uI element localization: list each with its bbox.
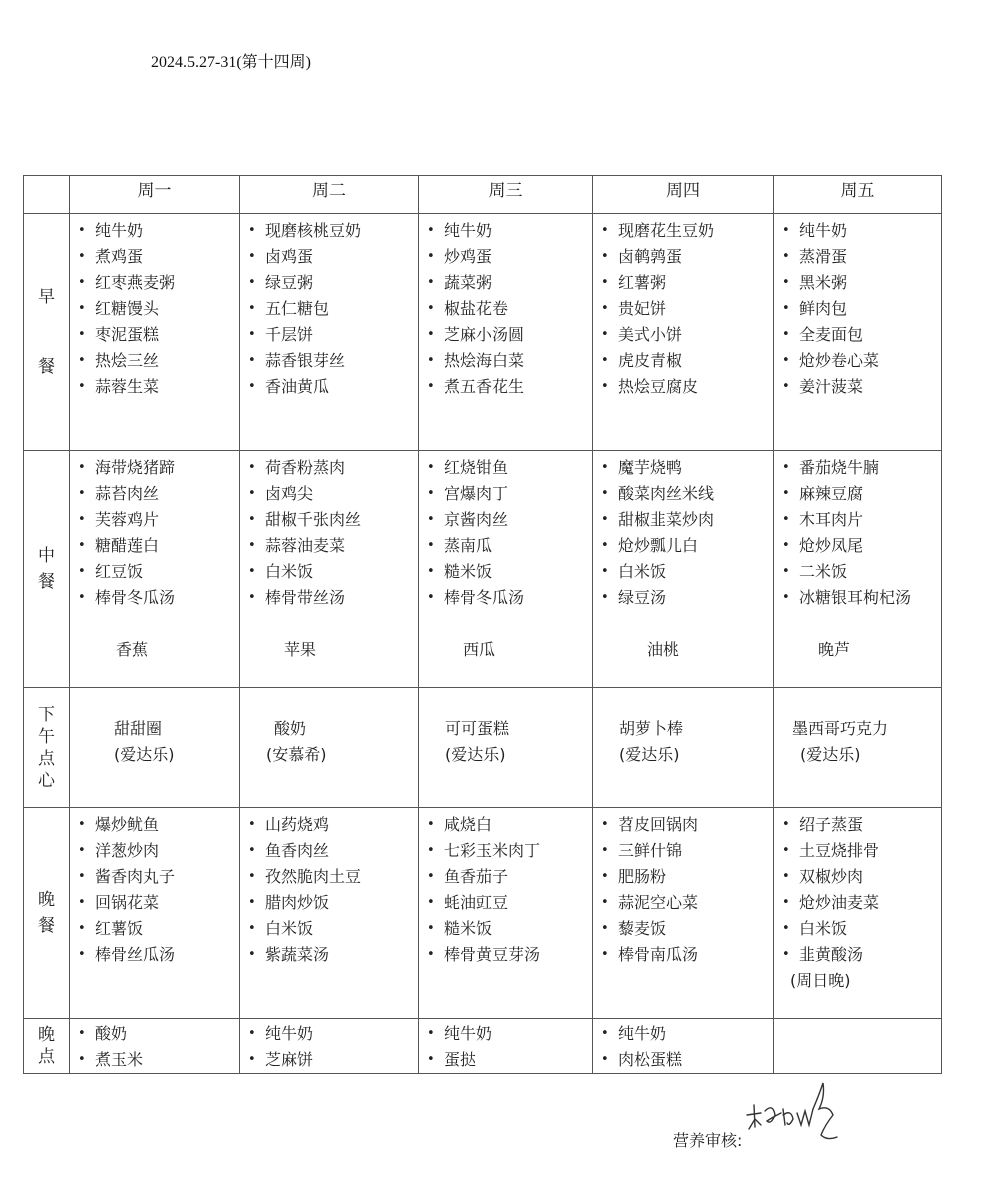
breakfast-row (24, 214, 942, 451)
menu-item: • 甜椒韭菜炒肉 (601, 507, 773, 533)
menu-item: • 炝炒凤尾 (782, 533, 941, 559)
menu-date-range: 2024.5.27-31(第十四周) (151, 54, 311, 71)
lunch-fruit: 油桃 (647, 640, 680, 659)
menu-item: • 洋葱炒肉 (78, 838, 239, 864)
snack-cell-wed (419, 688, 593, 808)
review-label: 营养审核: (673, 1131, 743, 1150)
menu-item: • 山药烧鸡 (248, 812, 418, 838)
menu-item: • 纯牛奶 (78, 218, 239, 244)
menu-item: • 肉松蛋糕 (601, 1047, 773, 1073)
menu-item: • 藜麦饭 (601, 916, 773, 942)
corner-cell (24, 176, 70, 214)
menu-item: • 七彩玉米肉丁 (427, 838, 592, 864)
snack-cell-mon (70, 688, 240, 808)
menu-item: • 番茄烧牛腩 (782, 455, 941, 481)
menu-item: • 海带烧猪蹄 (78, 455, 239, 481)
night-snack-label: 晚 点 (24, 1019, 70, 1074)
menu-item: • 糙米饭 (427, 916, 592, 942)
menu-item: • 红薯粥 (601, 270, 773, 296)
menu-item: • 黑米粥 (782, 270, 941, 296)
menu-item: • 紫蔬菜汤 (248, 942, 418, 968)
menu-item: • 绍子蒸蛋 (782, 812, 941, 838)
menu-item: • 纯牛奶 (248, 1021, 418, 1047)
menu-item: • 炝炒卷心菜 (782, 348, 941, 374)
night-snack-cell-wed (419, 1019, 593, 1074)
menu-item: • 卤鸡尖 (248, 481, 418, 507)
menu-item: • 双椒炒肉 (782, 864, 941, 890)
snack-brand: (爱达乐) (800, 745, 861, 764)
day-header-fri: 周五 (774, 176, 942, 214)
review-signature-area (673, 1075, 873, 1155)
day-header-thu: 周四 (593, 176, 774, 214)
snack-cell-thu (593, 688, 774, 808)
lunch-cell-thu (593, 451, 774, 688)
lunch-fruit: 苹果 (284, 640, 317, 659)
menu-item: • 绿豆粥 (248, 270, 418, 296)
menu-item: • 热烩三丝 (78, 348, 239, 374)
menu-item: • 蒜泥空心菜 (601, 890, 773, 916)
snack-brand: (爱达乐) (114, 745, 175, 764)
menu-item: • 酸菜肉丝米线 (601, 481, 773, 507)
dinner-friday-note: (周日晚) (790, 971, 851, 990)
night-snack-cell-thu (593, 1019, 774, 1074)
menu-item: • 蒸滑蛋 (782, 244, 941, 270)
menu-item: • 香油黄瓜 (248, 374, 418, 400)
menu-item: • 糙米饭 (427, 559, 592, 585)
menu-item: • 棒骨南瓜汤 (601, 942, 773, 968)
menu-item: • 爆炒鱿鱼 (78, 812, 239, 838)
lunch-cell-wed (419, 451, 593, 688)
menu-item: • 煮五香花生 (427, 374, 592, 400)
snack-brand: (安慕希) (266, 745, 327, 764)
lunch-fruit: 西瓜 (463, 640, 496, 659)
menu-item: • 卤鸡蛋 (248, 244, 418, 270)
menu-item: • 蔬菜粥 (427, 270, 592, 296)
lunch-row (24, 451, 942, 688)
menu-item: • 糖醋莲白 (78, 533, 239, 559)
menu-item: • 芝麻饼 (248, 1047, 418, 1073)
menu-item: • 蒜香银芽丝 (248, 348, 418, 374)
menu-item: • 红薯饭 (78, 916, 239, 942)
night-snack-cell-mon (70, 1019, 240, 1074)
dinner-label: 晚 餐 (24, 808, 70, 1019)
menu-item: • 韭黄酸汤 (782, 942, 941, 968)
menu-item: • 宫爆肉丁 (427, 481, 592, 507)
lunch-label: 中 餐 (24, 451, 70, 688)
breakfast-cell-wed (419, 214, 593, 451)
menu-item: • 棒骨带丝汤 (248, 585, 418, 611)
menu-item: • 木耳肉片 (782, 507, 941, 533)
menu-item: • 蒜苔肉丝 (78, 481, 239, 507)
menu-item: • 现磨核桃豆奶 (248, 218, 418, 244)
snack-cell-fri (774, 688, 942, 808)
menu-item: • 煮鸡蛋 (78, 244, 239, 270)
menu-item: • 棒骨冬瓜汤 (78, 585, 239, 611)
dinner-cell-thu (593, 808, 774, 1019)
menu-item: • 贵妃饼 (601, 296, 773, 322)
night-snack-row (24, 1019, 942, 1074)
menu-item: • 蒜蓉油麦菜 (248, 533, 418, 559)
menu-item: • 炝炒瓢儿白 (601, 533, 773, 559)
menu-item: • 鲜肉包 (782, 296, 941, 322)
menu-item: • 棒骨冬瓜汤 (427, 585, 592, 611)
menu-item: • 蒸南瓜 (427, 533, 592, 559)
snack-name: 酸奶 (274, 719, 307, 738)
menu-item: • 酱香肉丸子 (78, 864, 239, 890)
menu-item: • 千层饼 (248, 322, 418, 348)
menu-item: • 纯牛奶 (427, 1021, 592, 1047)
menu-item: • 白米饭 (782, 916, 941, 942)
snack-name: 甜甜圈 (114, 719, 163, 738)
menu-item: • 孜然脆肉土豆 (248, 864, 418, 890)
day-header-mon: 周一 (70, 176, 240, 214)
menu-item: • 荷香粉蒸肉 (248, 455, 418, 481)
dinner-cell-tue (240, 808, 419, 1019)
menu-item: • 京酱肉丝 (427, 507, 592, 533)
menu-item: • 蚝油豇豆 (427, 890, 592, 916)
lunch-fruit: 香蕉 (116, 640, 149, 659)
snack-name: 胡萝卜棒 (619, 719, 684, 738)
night-snack-cell-tue (240, 1019, 419, 1074)
menu-item: • 腊肉炒饭 (248, 890, 418, 916)
snack-brand: (爱达乐) (445, 745, 506, 764)
menu-item: • 鱼香肉丝 (248, 838, 418, 864)
menu-item: • 苕皮回锅肉 (601, 812, 773, 838)
menu-item: • 纯牛奶 (601, 1021, 773, 1047)
menu-item: • 鱼香茄子 (427, 864, 592, 890)
breakfast-cell-fri (774, 214, 942, 451)
menu-item: • 棒骨黄豆芽汤 (427, 942, 592, 968)
menu-item: • 绿豆汤 (601, 585, 773, 611)
dinner-row (24, 808, 942, 1019)
snack-name: 可可蛋糕 (445, 719, 510, 738)
menu-item: • 炒鸡蛋 (427, 244, 592, 270)
menu-item: • 白米饭 (248, 559, 418, 585)
menu-item: • 五仁糖包 (248, 296, 418, 322)
menu-item: • 白米饭 (601, 559, 773, 585)
night-snack-cell-fri (774, 1019, 942, 1074)
menu-item: • 芝麻小汤圆 (427, 322, 592, 348)
breakfast-cell-mon (70, 214, 240, 451)
menu-item: • 甜椒千张肉丝 (248, 507, 418, 533)
menu-item: • 虎皮青椒 (601, 348, 773, 374)
breakfast-cell-tue (240, 214, 419, 451)
day-header-tue: 周二 (240, 176, 419, 214)
lunch-cell-tue (240, 451, 419, 688)
menu-item: • 三鲜什锦 (601, 838, 773, 864)
snack-brand: (爱达乐) (619, 745, 680, 764)
menu-item: • 冰糖银耳枸杞汤 (782, 585, 941, 611)
menu-item: • 炝炒油麦菜 (782, 890, 941, 916)
lunch-cell-fri (774, 451, 942, 688)
dinner-cell-fri (774, 808, 942, 1019)
lunch-fruit: 晚芦 (818, 640, 851, 659)
day-header-wed: 周三 (419, 176, 593, 214)
dinner-cell-wed (419, 808, 593, 1019)
menu-item: • 蛋挞 (427, 1047, 592, 1073)
menu-item: • 蒜蓉生菜 (78, 374, 239, 400)
dinner-cell-mon (70, 808, 240, 1019)
afternoon-snack-row (24, 688, 942, 808)
menu-item: • 枣泥蛋糕 (78, 322, 239, 348)
menu-item: • 煮玉米 (78, 1047, 239, 1073)
menu-item: • 热烩豆腐皮 (601, 374, 773, 400)
menu-item: • 美式小饼 (601, 322, 773, 348)
lunch-cell-mon (70, 451, 240, 688)
menu-item: • 红豆饭 (78, 559, 239, 585)
menu-item: • 卤鹌鹑蛋 (601, 244, 773, 270)
menu-item: • 红烧钳鱼 (427, 455, 592, 481)
snack-name: 墨西哥巧克力 (792, 719, 889, 738)
menu-item: • 咸烧白 (427, 812, 592, 838)
menu-item: • 纯牛奶 (782, 218, 941, 244)
menu-item: • 魔芋烧鸭 (601, 455, 773, 481)
afternoon-snack-label: 下 午 点 心 (24, 688, 70, 808)
menu-item: • 红枣燕麦粥 (78, 270, 239, 296)
menu-item: • 酸奶 (78, 1021, 239, 1047)
breakfast-cell-thu (593, 214, 774, 451)
menu-item: • 椒盐花卷 (427, 296, 592, 322)
menu-item: • 麻辣豆腐 (782, 481, 941, 507)
breakfast-label: 早 餐 (24, 214, 70, 451)
menu-item: • 姜汁菠菜 (782, 374, 941, 400)
menu-item: • 土豆烧排骨 (782, 838, 941, 864)
menu-item: • 现磨花生豆奶 (601, 218, 773, 244)
menu-item: • 棒骨丝瓜汤 (78, 942, 239, 968)
menu-item: • 芙蓉鸡片 (78, 507, 239, 533)
menu-item: • 全麦面包 (782, 322, 941, 348)
menu-item: • 肥肠粉 (601, 864, 773, 890)
menu-item: • 回锅花菜 (78, 890, 239, 916)
weekly-menu-table (23, 175, 942, 1074)
menu-item: • 热烩海白菜 (427, 348, 592, 374)
menu-item: • 红糖馒头 (78, 296, 239, 322)
menu-item: • 二米饭 (782, 559, 941, 585)
menu-item: • 白米饭 (248, 916, 418, 942)
snack-cell-tue (240, 688, 419, 808)
day-header-row (24, 176, 942, 214)
handwritten-signature (743, 1075, 843, 1145)
menu-item: • 纯牛奶 (427, 218, 592, 244)
